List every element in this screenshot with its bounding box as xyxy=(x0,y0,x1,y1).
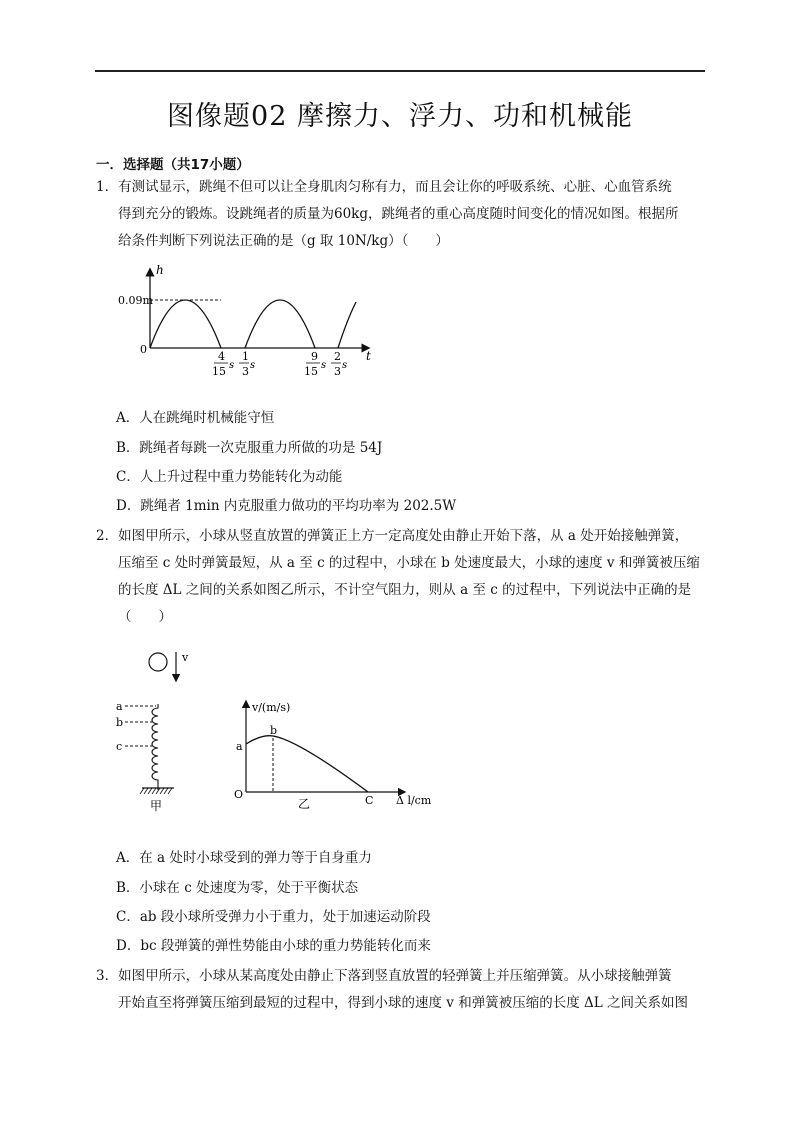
label-c: c xyxy=(116,740,123,753)
svg-text:15: 15 xyxy=(304,365,318,378)
point-a-label: a xyxy=(236,740,243,753)
caption-jia: 甲 xyxy=(150,799,163,813)
q1-height-time-graph xyxy=(118,258,388,384)
tick-9-15 xyxy=(304,350,326,378)
t-axis-label: t xyxy=(366,349,371,363)
q2-option-d: D．bc 段弹簧的弹性势能由小球的重力势能转化而来 xyxy=(116,938,431,954)
svg-text:3: 3 xyxy=(334,365,341,378)
h-axis-label: h xyxy=(156,263,164,277)
caption-yi: 乙 xyxy=(298,797,311,811)
jump-arc-3 xyxy=(338,302,356,348)
q2-option-a: A．在 a 处时小球受到的弹力等于自身重力 xyxy=(116,850,372,866)
question-2-line-1: 2．如图甲所示，小球从竖直放置的弹簧正上方一定高度处由静止开始下落，从 a 处开始接触弹簧， xyxy=(96,528,689,544)
svg-text:s: s xyxy=(229,360,235,371)
dl-axis-label: Δ l/cm xyxy=(396,794,432,807)
section-heading: 一．选择题（共17小题） xyxy=(96,157,250,173)
point-c-label: C xyxy=(365,794,374,807)
point-b-label: b xyxy=(270,724,278,737)
question-2-line-4: （ ） xyxy=(118,609,172,625)
question-2-line-2: 压缩至 c 处时弹簧最短，从 a 至 c 的过程中，小球在 b 处速度最大，小球的速度 v 和弹簧被压缩 xyxy=(118,555,700,571)
peak-height-label: 0.09m xyxy=(118,294,153,307)
svg-text:9: 9 xyxy=(311,350,318,363)
question-1-text xyxy=(96,174,716,255)
velocity-label: v xyxy=(182,651,189,664)
velocity-curve xyxy=(246,736,368,792)
question-3-line-1: 3．如图甲所示，小球从某高度处由静止下落到竖直放置的轻弹簧上并压缩弹簧。从小球接触弹簧 xyxy=(96,968,672,984)
svg-text:2: 2 xyxy=(334,350,341,363)
tick-4-15 xyxy=(212,350,234,378)
question-1-line-3: 给条件判断下列说法正确的是（g 取 10N/kg）（ ） xyxy=(118,233,449,249)
q1-option-a: A．人在跳绳时机械能守恒 xyxy=(116,410,275,426)
tick-2-3 xyxy=(331,350,347,378)
ball xyxy=(149,653,167,671)
ground-hatch xyxy=(140,788,172,794)
v-axis-label: v/(m/s) xyxy=(252,701,291,714)
svg-text:4: 4 xyxy=(218,350,225,363)
origin-label: 0 xyxy=(140,343,147,356)
q2-option-b: B．小球在 c 处速度为零，处于平衡状态 xyxy=(116,880,359,896)
question-2-text xyxy=(96,523,716,631)
tick-1-3 xyxy=(239,350,255,378)
q2-figure-jia xyxy=(112,646,202,818)
question-1-line-2: 得到充分的锻炼。设跳绳者的质量为60kg，跳绳者的重心高度随时间变化的情况如图。根据所 xyxy=(118,206,679,222)
q2-option-c: C．ab 段小球所受弹力小于重力，处于加速运动阶段 xyxy=(116,909,431,925)
svg-text:s: s xyxy=(321,360,327,371)
jump-arc-1 xyxy=(150,300,221,348)
jump-arc-2 xyxy=(245,300,315,348)
svg-text:s: s xyxy=(250,360,256,371)
label-b: b xyxy=(116,716,124,729)
q2-figure-yi xyxy=(228,696,443,816)
top-rule xyxy=(95,70,705,72)
q1-option-c: C．人上升过程中重力势能转化为动能 xyxy=(116,469,343,485)
q1-option-d: D．跳绳者 1min 内克服重力做功的平均功率为 202.5W xyxy=(116,498,457,514)
spring xyxy=(152,704,158,790)
svg-text:s: s xyxy=(342,360,348,371)
origin-label-o: O xyxy=(234,788,244,801)
question-1-line-1: 1．有测试显示，跳绳不但可以让全身肌肉匀称有力，而且会让你的呼吸系统、心脏、心血管系统 xyxy=(96,179,672,195)
question-3-text xyxy=(96,963,716,1017)
svg-text:1: 1 xyxy=(242,350,249,363)
question-3-line-2: 开始直至将弹簧压缩到最短的过程中，得到小球的速度 v 和弹簧被压缩的长度 ΔL 之间关系如图 xyxy=(118,995,689,1011)
q1-option-b: B．跳绳者每跳一次克服重力所做的功是 54J xyxy=(116,440,383,456)
label-a: a xyxy=(116,700,123,713)
svg-text:15: 15 xyxy=(212,365,226,378)
question-2-line-3: 的长度 ΔL 之间的关系如图乙所示，不计空气阻力，则从 a 至 c 的过程中，下列说法中正确的是 xyxy=(118,582,692,598)
svg-text:3: 3 xyxy=(242,365,249,378)
page-title: 图像题02 摩擦力、浮力、功和机械能 xyxy=(167,101,633,132)
